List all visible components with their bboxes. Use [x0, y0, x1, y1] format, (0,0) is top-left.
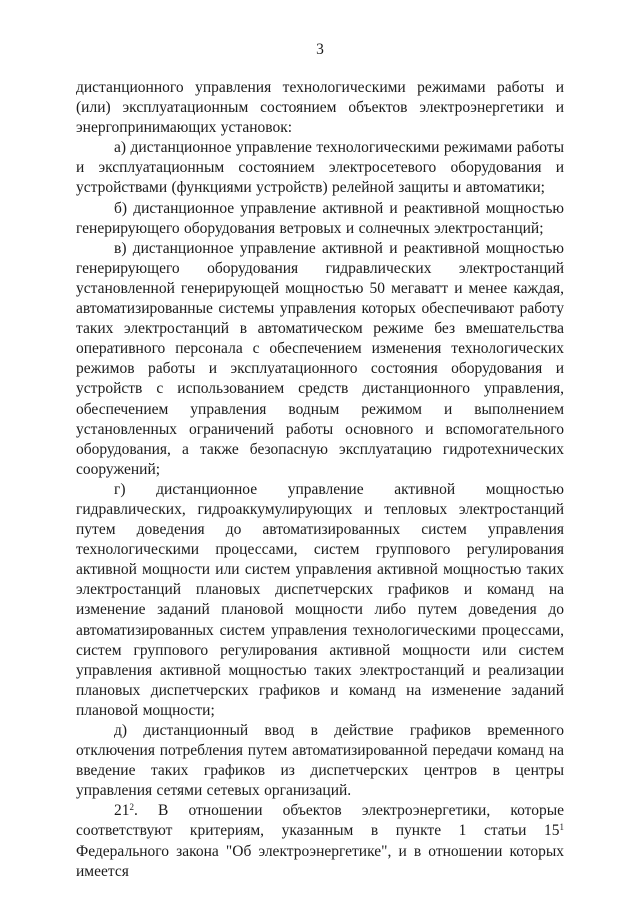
clause-number-main: 21	[114, 802, 130, 820]
clause-number-dot: .	[134, 802, 138, 820]
paragraph-clause-21-2	[76, 801, 564, 881]
page-number: 3	[316, 41, 324, 58]
clause-text-part2: Федерального закона "Об электроэнергетике", и в отношении которых имеется	[76, 842, 564, 880]
document-body	[76, 78, 564, 882]
paragraph-item-b: б) дистанционное управление активной и реактивной мощностью генерирующего оборудования ветровых и солнечных электростанций;	[76, 199, 564, 237]
paragraph-item-d: д) дистанционный ввод в действие графиков временного отключения потребления путем автоматизированной передачи команд на введение таких графиков из диспетчерских центров в центры управления сетями сетевых организаций.	[76, 722, 564, 800]
paragraph-intro-continuation: дистанционного управления технологическими режимами работы и (или) эксплуатационным состоянием объектов электроэнергетики и энергопринимающих установок:	[76, 79, 564, 137]
clause-text-part1: В отношении объектов электроэнергетики, которые соответствуют критериям, указанным в пункте 1 статьи 15	[76, 802, 564, 840]
paragraph-item-v: в) дистанционное управление активной и реактивной мощностью генерирующего оборудования гидравлических электростанций установленной генерирующей мощностью 50 мегаватт и менее каждая, автоматизированные системы управления которых обеспечивают работу таких электростанций в автоматическом режиме без вмешательства оперативного персонала с обеспечением изменения технологических режимов работы и эксплуатационного состояния оборудования и устройств с использованием средств дистанционного управления, обеспечением управления водным режимом и выполнением установленных ограничений работы основного и вспомогательного оборудования, а также безопасную эксплуатацию гидротехнических сооружений;	[76, 239, 564, 478]
clause-number-superscript: 2	[129, 802, 134, 813]
paragraph-item-a: а) дистанционное управление технологическими режимами работы и эксплуатационным состоянием электросетевого оборудования и устройствами (функциями устройств) релейной защиты и автоматики;	[76, 139, 564, 197]
clause-number	[114, 802, 138, 819]
article-ref-superscript: 1	[559, 822, 564, 833]
paragraph-item-g: г) дистанционное управление активной мощностью гидравлических, гидроаккумулирующих и тепловых электростанций путем доведения до автоматизированных систем управления технологическими процессами, систем группового регулирования активной мощности или систем управления активной мощностью таких электростанций плановых диспетчерских графиков и команд на изменение заданий плановой мощности либо путем доведения до автоматизированных систем управления технологическими процессами, систем группового регулирования активной мощности или систем управления активной мощностью таких электростанций и реализации плановых диспетчерских графиков и команд на изменение заданий плановой мощности;	[76, 480, 564, 719]
